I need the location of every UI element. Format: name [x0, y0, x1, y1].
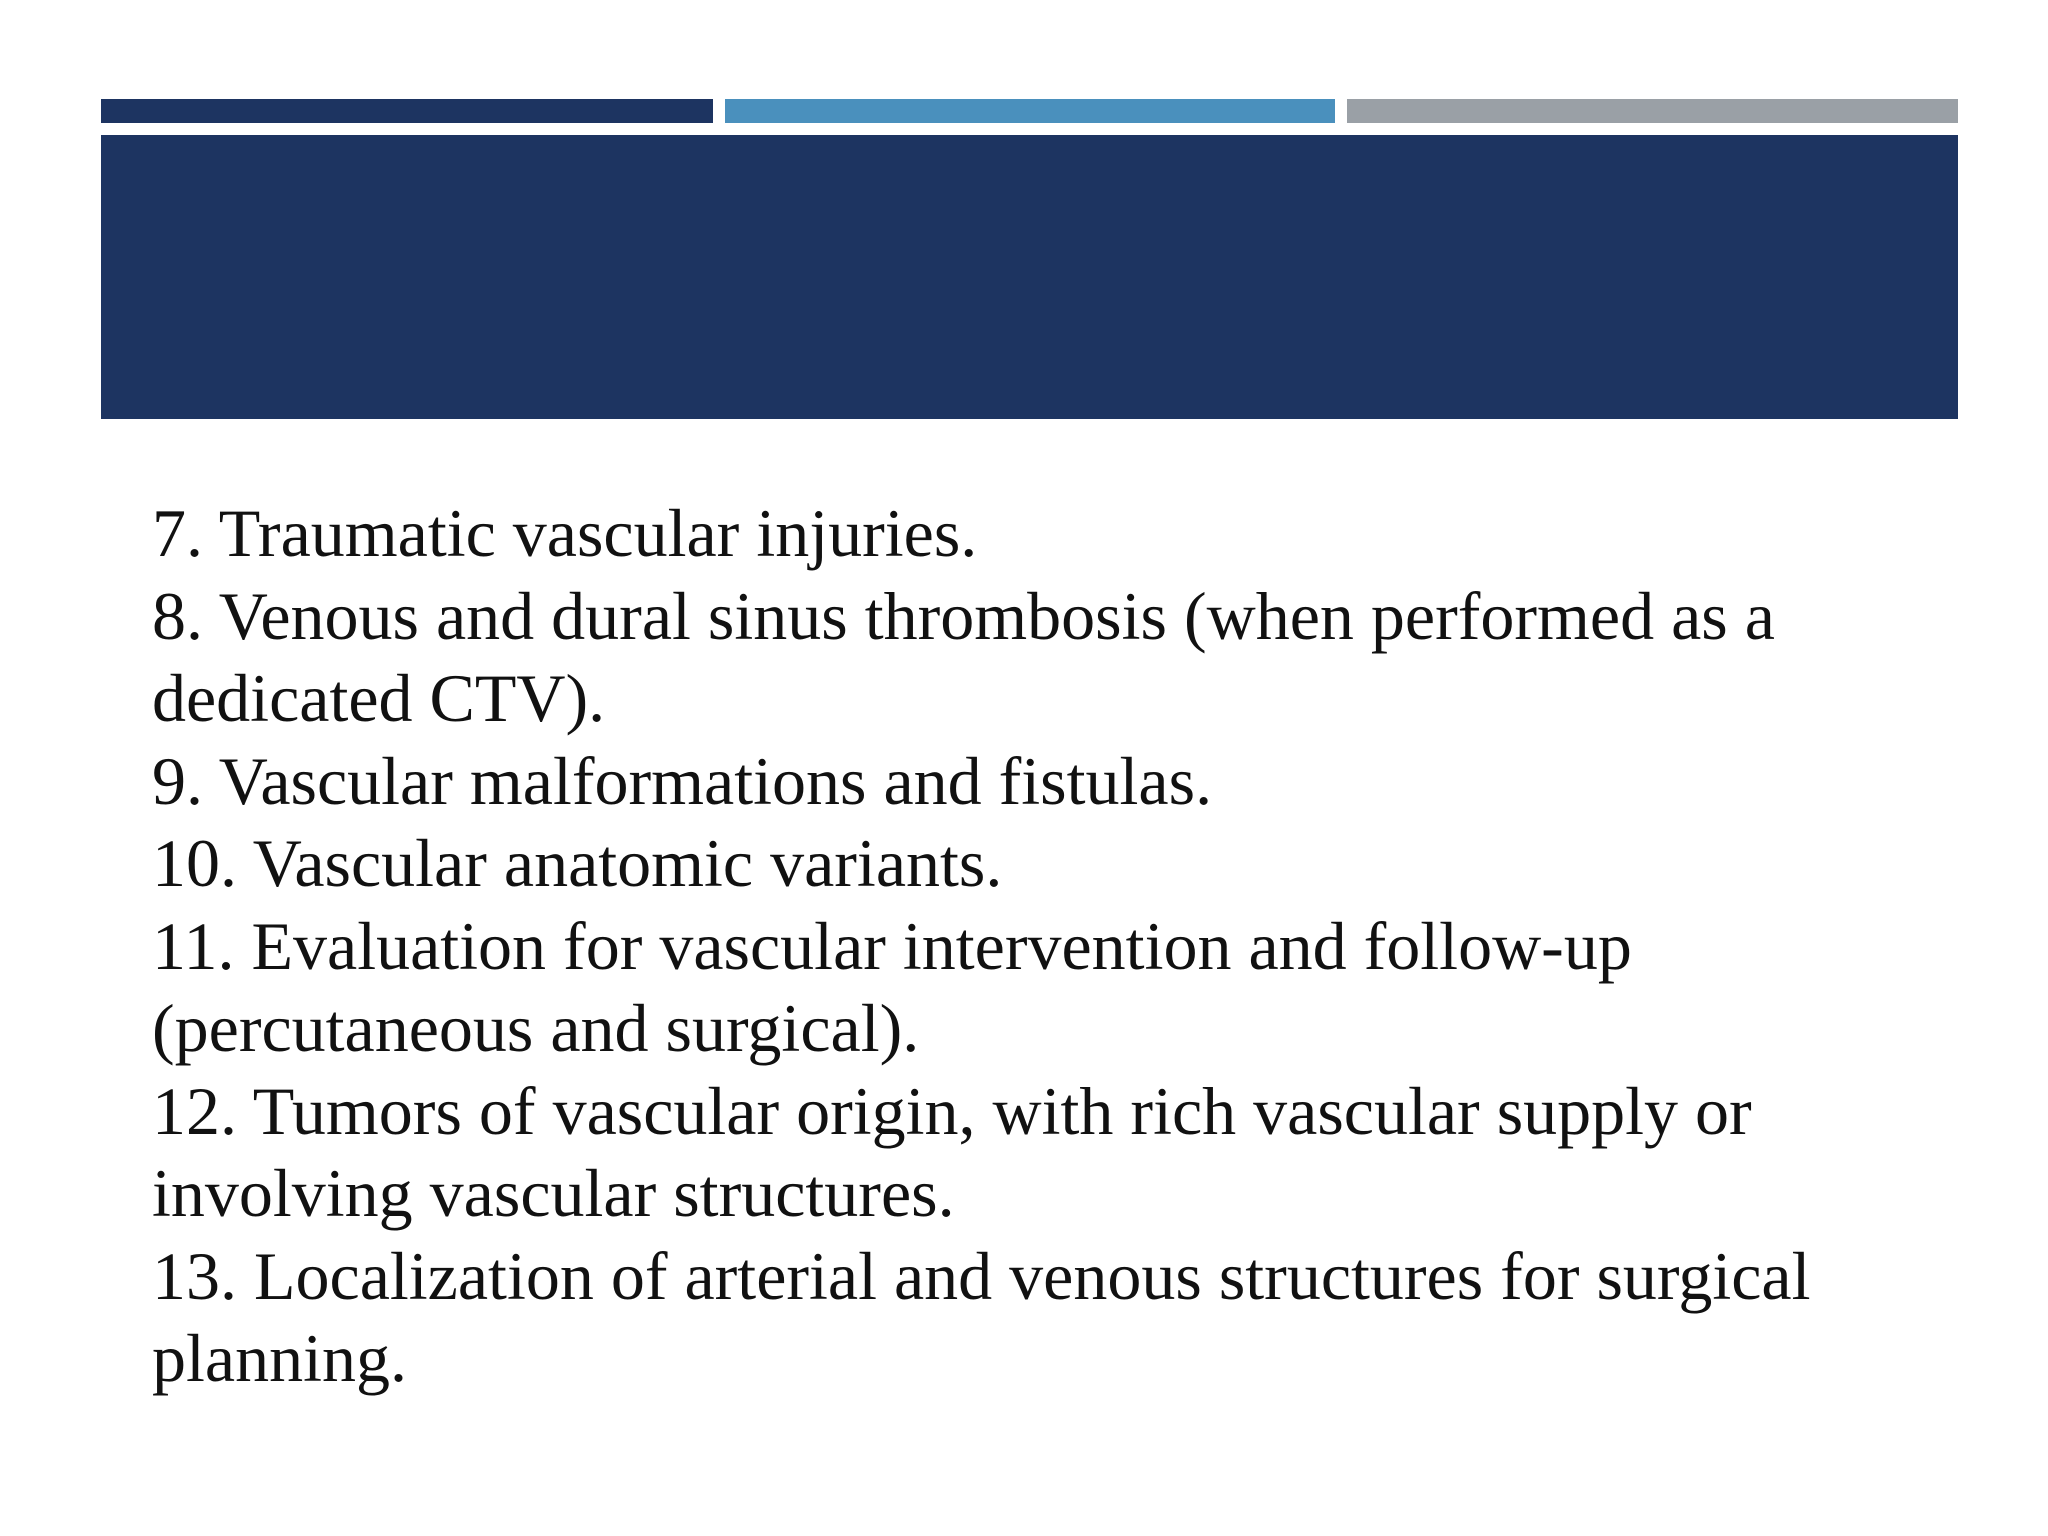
list-item: 7. Traumatic vascular injuries.: [152, 495, 978, 571]
title-band: [101, 135, 1958, 419]
list-item: 13. Localization of arterial and venous structures for surgical planning.: [152, 1237, 1811, 1396]
list-item: 10. Vascular anatomic variants.: [152, 825, 1003, 901]
list-item: 9. Vascular malformations and fistulas.: [152, 742, 1213, 819]
accent-bar-navy: [101, 99, 713, 123]
list-item: 8. Venous and dural sinus thrombosis (when performed as a dedicated CTV).: [152, 577, 1775, 736]
list-item: 12. Tumors of vascular origin, with rich vascular supply or involving vascular structures.: [152, 1072, 1752, 1231]
list-item: 11. Evaluation for vascular intervention and follow-up (percutaneous and surgical).: [152, 907, 1632, 1066]
accent-bar-blue: [725, 99, 1335, 123]
content-list: [152, 492, 1932, 1400]
accent-bar-gray: [1347, 99, 1958, 123]
